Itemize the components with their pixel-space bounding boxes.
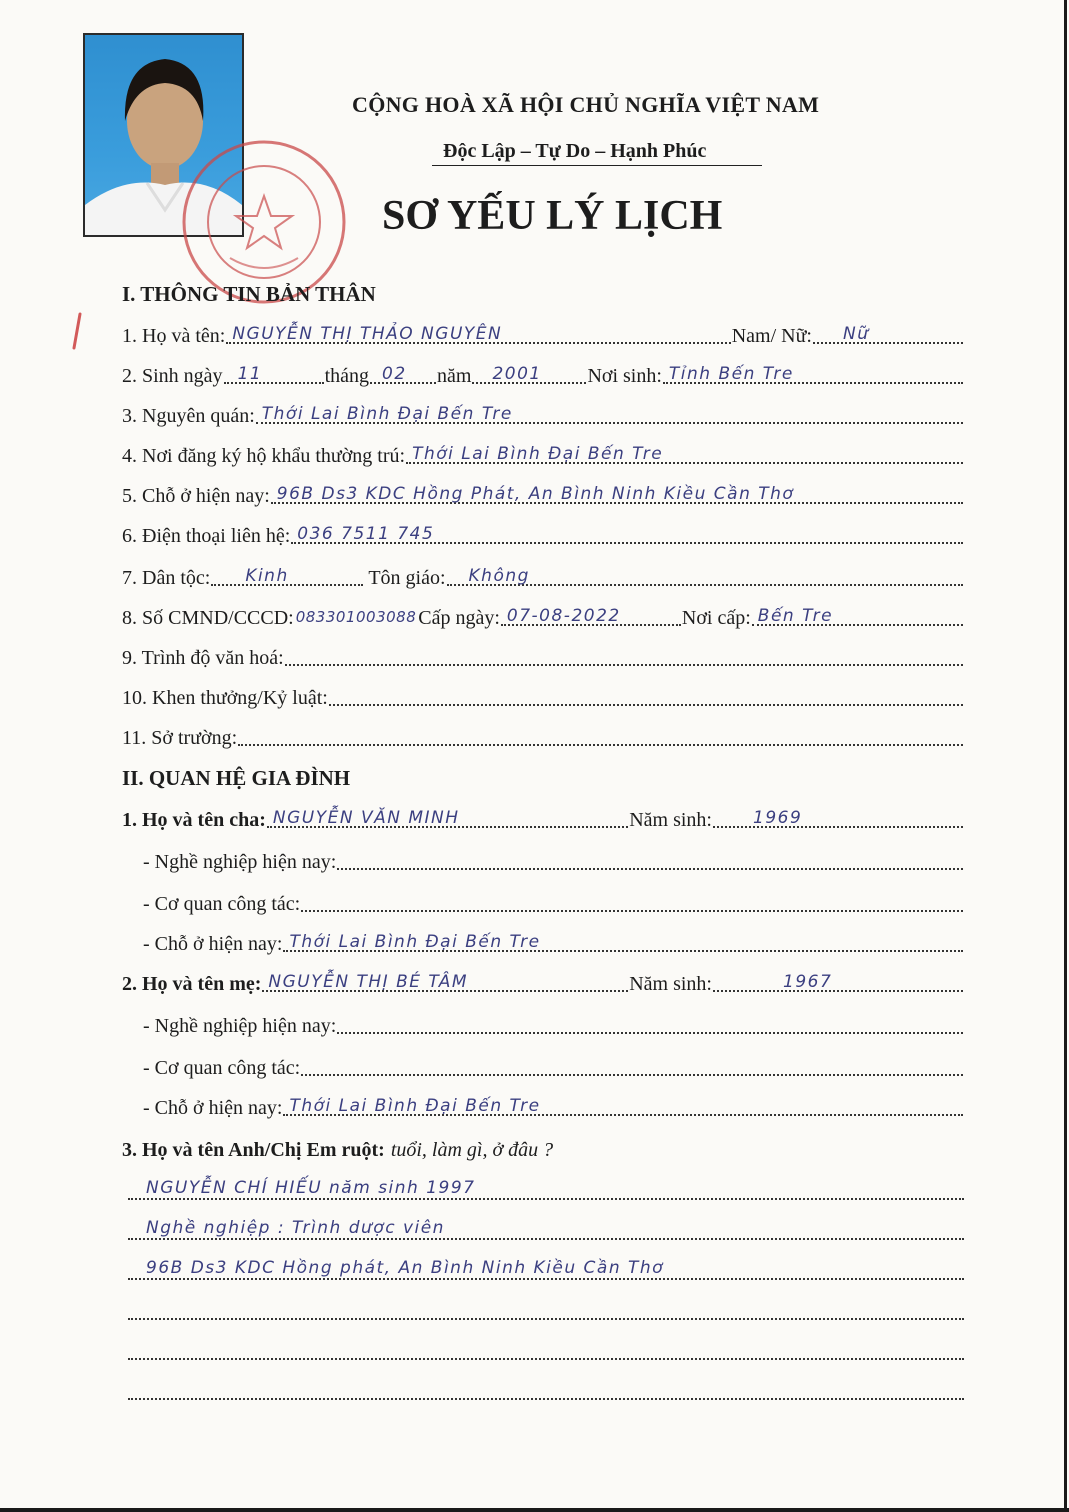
document-title: SƠ YẾU LÝ LỊCH — [382, 193, 723, 239]
father-workplace-label: - Cơ quan công tác: — [143, 893, 301, 915]
issue-date-label: Cấp ngày: — [418, 607, 500, 629]
ethnicity-value: Kinh — [245, 566, 289, 586]
motto-underline — [432, 165, 762, 166]
mother-workplace-label: - Cơ quan công tác: — [143, 1057, 301, 1079]
hometown-field[interactable] — [256, 398, 963, 424]
mother-address-value: Thới Lai Bình Đại Bến Tre — [289, 1096, 541, 1116]
mother-name-value: NGUYỄN THỊ BÉ TÂM — [268, 972, 469, 992]
field-row-strengths — [122, 720, 964, 750]
sibling-line[interactable] — [128, 1328, 964, 1360]
field-row-rewards — [122, 680, 964, 710]
phone-value: 036 7511 745 — [297, 524, 435, 544]
sibling-line-text: Nghề nghiệp : Trình dược viên — [146, 1218, 445, 1238]
field-row-residence — [122, 438, 964, 468]
hometown-label: 3. Nguyên quán: — [122, 405, 255, 427]
father-address-label: - Chỗ ở hiện nay: — [143, 933, 283, 955]
mother-name-field[interactable] — [262, 966, 628, 992]
education-label: 9. Trình độ văn hoá: — [122, 647, 284, 669]
field-row-current-address — [122, 478, 964, 508]
residence-label: 4. Nơi đăng ký hộ khẩu thường trú: — [122, 445, 406, 467]
religion-value: Không — [468, 566, 530, 586]
field-row-mother-job — [143, 1008, 964, 1038]
siblings-note: tuổi, làm gì, ở đâu ? — [390, 1139, 554, 1161]
father-workplace-field[interactable] — [301, 886, 963, 912]
field-row-id — [122, 600, 964, 630]
father-address-value: Thới Lai Bình Đại Bến Tre — [289, 932, 541, 952]
field-row-hometown — [122, 398, 964, 428]
field-row-siblings — [122, 1132, 964, 1162]
mother-year-field[interactable] — [713, 966, 963, 992]
father-job-label: - Nghề nghiệp hiện nay: — [143, 851, 337, 873]
rewards-label: 10. Khen thưởng/Kỷ luật: — [122, 687, 328, 709]
field-row-birth — [122, 358, 964, 388]
religion-label: Tôn giáo: — [368, 567, 446, 589]
father-name-value: NGUYỄN VĂN MINH — [272, 808, 460, 828]
section-heading-personal: I. THÔNG TIN BẢN THÂN — [122, 282, 376, 306]
father-year-field[interactable] — [713, 802, 963, 828]
issue-date-value: 07-08-2022 — [506, 606, 621, 626]
ethnicity-label: 7. Dân tộc: — [122, 567, 211, 589]
residence-field[interactable] — [406, 438, 963, 464]
education-field[interactable] — [285, 640, 963, 666]
birthplace-field[interactable] — [663, 358, 963, 384]
gender-field[interactable] — [813, 318, 963, 344]
sibling-line-text: NGUYỄN CHÍ HIẾU năm sinh 1997 — [146, 1178, 476, 1198]
field-row-phone — [122, 518, 964, 548]
full-name-label: 1. Họ và tên: — [122, 325, 226, 347]
father-address-field[interactable] — [283, 926, 963, 952]
scan-edge-bottom — [0, 1508, 1069, 1512]
sibling-line[interactable] — [128, 1168, 964, 1200]
phone-field[interactable] — [291, 518, 963, 544]
birth-year-value: 2001 — [492, 364, 542, 384]
father-name-field[interactable] — [267, 802, 628, 828]
current-address-label: 5. Chỗ ở hiện nay: — [122, 485, 270, 507]
ethnicity-field[interactable] — [211, 560, 363, 586]
religion-field[interactable] — [447, 560, 963, 586]
father-label: 1. Họ và tên cha: — [122, 809, 266, 831]
id-label: 8. Số CMND/CCCD: — [122, 607, 294, 629]
current-address-value: 96B Ds3 KDC Hồng Phát, An Bình Ninh Kiều Cần Thơ — [276, 484, 795, 504]
gender-label: Nam/ Nữ: — [731, 325, 812, 347]
birthplace-label: Nơi sinh: — [587, 365, 662, 387]
section-heading-family: II. QUAN HỆ GIA ĐÌNH — [122, 766, 351, 790]
mother-label: 2. Họ và tên mẹ: — [122, 973, 262, 995]
sibling-line[interactable] — [128, 1208, 964, 1240]
sibling-line[interactable] — [128, 1368, 964, 1400]
mother-address-field[interactable] — [283, 1090, 963, 1116]
residence-value: Thới Lai Bình Đại Bến Tre — [412, 444, 664, 464]
mother-year-value: 1967 — [783, 972, 833, 992]
birth-month-field[interactable] — [370, 358, 436, 384]
birth-day-value: 11 — [237, 364, 263, 384]
field-row-education — [122, 640, 964, 670]
father-job-field[interactable] — [337, 844, 963, 870]
father-year-value: 1969 — [753, 808, 803, 828]
mother-workplace-field[interactable] — [301, 1050, 963, 1076]
birth-year-field[interactable] — [472, 358, 586, 384]
official-stamp — [180, 138, 348, 306]
birth-month-label: tháng — [324, 365, 369, 387]
mother-year-label: Năm sinh: — [629, 973, 712, 995]
field-row-mother-address — [143, 1090, 964, 1120]
issue-date-field[interactable] — [501, 600, 681, 626]
mother-address-label: - Chỗ ở hiện nay: — [143, 1097, 283, 1119]
issue-place-field[interactable] — [752, 600, 963, 626]
field-row-mother-workplace — [143, 1050, 964, 1080]
full-name-field[interactable] — [226, 318, 730, 344]
sibling-line-text: 96B Ds3 KDC Hồng phát, An Bình Ninh Kiều Cần Thơ — [146, 1258, 665, 1278]
id-value: 083301003088 — [295, 608, 417, 626]
full-name-value: NGUYỄN THỊ THẢO NGUYÊN — [232, 324, 503, 344]
field-row-father-workplace — [143, 886, 964, 916]
strengths-field[interactable] — [238, 720, 963, 746]
scan-edge-right — [1064, 0, 1067, 1512]
siblings-label: 3. Họ và tên Anh/Chị Em ruột: — [122, 1139, 385, 1161]
mother-job-label: - Nghề nghiệp hiện nay: — [143, 1015, 337, 1037]
rewards-field[interactable] — [329, 680, 963, 706]
gender-value: Nữ — [843, 324, 870, 344]
birth-year-label: năm — [437, 365, 472, 387]
hometown-value: Thới Lai Bình Đại Bến Tre — [261, 404, 513, 424]
strengths-label: 11. Sở trường: — [122, 727, 238, 749]
birthplace-value: Tỉnh Bến Tre — [668, 364, 794, 384]
phone-label: 6. Điện thoại liên hệ: — [122, 525, 291, 547]
issue-place-label: Nơi cấp: — [681, 607, 751, 629]
national-header: CỘNG HOÀ XÃ HỘI CHỦ NGHĨA VIỆT NAM — [352, 92, 820, 117]
field-row-full-name — [122, 318, 964, 348]
birth-day-label: 2. Sinh ngày — [122, 365, 223, 387]
current-address-field[interactable] — [271, 478, 963, 504]
red-pen-mark — [70, 312, 84, 352]
field-row-ethnicity — [122, 560, 964, 590]
birth-day-field[interactable] — [224, 358, 324, 384]
issue-place-value: Bến Tre — [757, 606, 834, 626]
birth-month-value: 02 — [382, 364, 407, 384]
sibling-line[interactable] — [128, 1288, 964, 1320]
sibling-line[interactable] — [128, 1248, 964, 1280]
national-motto: Độc Lập – Tự Do – Hạnh Phúc — [443, 140, 707, 162]
field-row-father-job — [143, 844, 964, 874]
field-row-father-address — [143, 926, 964, 956]
field-row-mother — [122, 966, 964, 996]
mother-job-field[interactable] — [337, 1008, 963, 1034]
field-row-father — [122, 802, 964, 832]
father-year-label: Năm sinh: — [629, 809, 712, 831]
